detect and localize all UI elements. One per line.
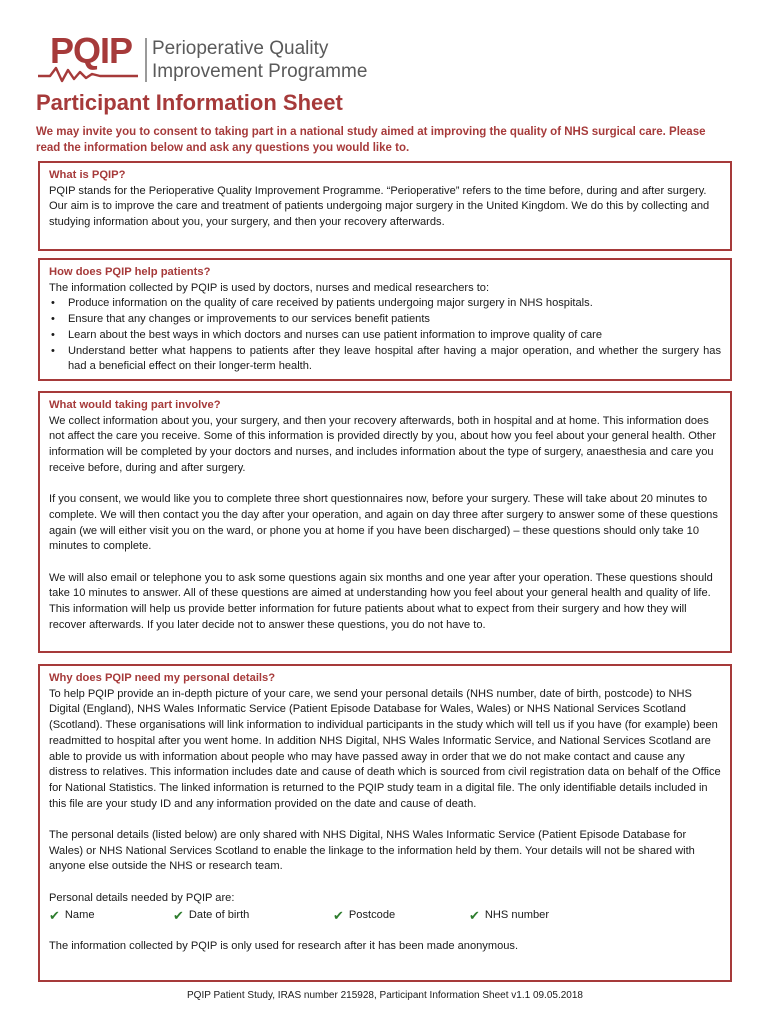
- section-heading: Why does PQIP need my personal details?: [49, 672, 276, 684]
- section-paragraph: We collect information about you, your surgery, and then your recovery afterwards, both in hospital and at home. This information does not affect the care you receive. Some of this information is provided directly by you, about how you feel about your general health. Other information will be completed by your doctors and nurses, and includes information about the type of surgery, anaesthesia and care you receive before, during and after surgery.: [49, 414, 717, 474]
- check-label: Name: [64, 908, 95, 921]
- benefit-list: [49, 296, 721, 375]
- section-text: PQIP stands for the Perioperative Quality Improvement Programme. “Perioperative” refers to the time before, during and after surgery. Our aim is to improve the care and treatment of patients undergoing major surgery in the United Kingdom. We do this by collecting and studying information about you, your surgery, and then your recovery afterwards.: [49, 184, 710, 229]
- section-personal-details: [38, 664, 732, 982]
- list-item: • Learn about the best ways in which doctors and nurses can use patient information to improve quality of care: [49, 328, 721, 344]
- closing-text: The information collected by PQIP is only used for research after it has been made anonymous.: [49, 939, 519, 952]
- check-icon: ✔: [333, 907, 344, 923]
- section-heading: What is PQIP?: [49, 169, 126, 181]
- check-icon: ✔: [173, 907, 184, 923]
- list-item: • Ensure that any changes or improvements to our services benefit patients: [49, 312, 721, 328]
- logo-line-1: Perioperative Quality: [152, 38, 329, 59]
- logo-wave-icon: [36, 64, 140, 84]
- section-text: The information collected by PQIP is used by doctors, nurses and medical researchers to:: [49, 281, 490, 294]
- check-icon: ✔: [469, 907, 480, 923]
- section-taking-part: [38, 391, 732, 653]
- intro-text: We may invite you to consent to taking part in a national study aimed at improving the quality of NHS surgical care. Please read the information below and ask any questions you would like to.: [36, 126, 706, 154]
- logo-line-2: Improvement Programme: [152, 61, 368, 82]
- check-item-postcode: [333, 908, 469, 924]
- details-checklist: [49, 908, 721, 924]
- section-heading: How does PQIP help patients?: [49, 266, 211, 278]
- section-paragraph: To help PQIP provide an in-depth picture of your care, we send your personal details (NHS number, date of birth, postcode) to NHS Digital (England), NHS Wales Informatic Service (Patient Episode Database for Wales, Wales) or NHS National Services Scotland (Scotland). These organisations will link information to individual participants in the study which will tell us if you have (for example) been readmitted to hospital after you went home. In addition NHS Digital, NHS Wales Informatic Service, and National Services Scotland are able to provide us with information about people who may have passed away in order that we do not make contact and cause any distress to relatives. This information includes date and cause of death which is sourced from civil registration data on behalf of the Office for National Statistics. The linked information is returned to the PQIP study team in a digital file. The only identifiable details included in this file are your study ID and any information provided on the date and cause of death.: [49, 687, 721, 810]
- section-what-is-pqip: [38, 161, 732, 251]
- logo-mark: PQIP: [50, 30, 133, 71]
- check-label: NHS number: [484, 908, 550, 921]
- check-item-dob: [173, 908, 333, 924]
- list-item: • Understand better what happens to patients after they leave hospital after having a major operation, and whether the surgery has had a beneficial effect on their longer-term health.: [49, 344, 721, 375]
- section-how-help: [38, 258, 732, 381]
- section-paragraph: We will also email or telephone you to ask some questions again six months and one year after your operation. These questions should take 10 minutes to answer. All of these questions are aimed at understanding how you feel about your general health and quality of life. This information will help us provide better information for future patients about what to expect from their surgery and how they will recover afterwards. If you later decide not to answer these questions, you do not have to.: [49, 571, 713, 631]
- section-paragraph: If you consent, we would like you to complete three short questionnaires now, before your surgery. These will take about 20 minutes to complete. We will then contact you the day after your operation, and again on day three after surgery to answer some of these questions again (we will either visit you on the ward, or phone you at home if you have been discharged) – these questions should only take 10 minutes to complete.: [49, 493, 718, 553]
- check-icon: ✔: [49, 907, 60, 923]
- section-paragraph: The personal details (listed below) are only shared with NHS Digital, NHS Wales Informatic Service (Patient Episode Database for Wales) or NHS National Services Scotland to enable the linkage to the information held by them. Your details will not be shared with anyone else outside the NHS or research team.: [49, 829, 695, 873]
- check-item-nhs-number: [469, 908, 589, 924]
- pqip-logo: [36, 30, 368, 86]
- section-heading: What would taking part involve?: [49, 399, 221, 411]
- check-label: Postcode: [348, 908, 396, 921]
- page-footer: PQIP Patient Study, IRAS number 215928, Participant Information Sheet v1.1 09.05.2018: [187, 990, 583, 1001]
- needed-label: Personal details needed by PQIP are:: [49, 891, 235, 904]
- check-item-name: [49, 908, 173, 924]
- logo-divider: [145, 38, 147, 82]
- check-label: Date of birth: [188, 908, 250, 921]
- page-title: Participant Information Sheet: [36, 90, 343, 115]
- list-item: • Produce information on the quality of care received by patients undergoing major surgery in NHS hospitals.: [49, 296, 721, 312]
